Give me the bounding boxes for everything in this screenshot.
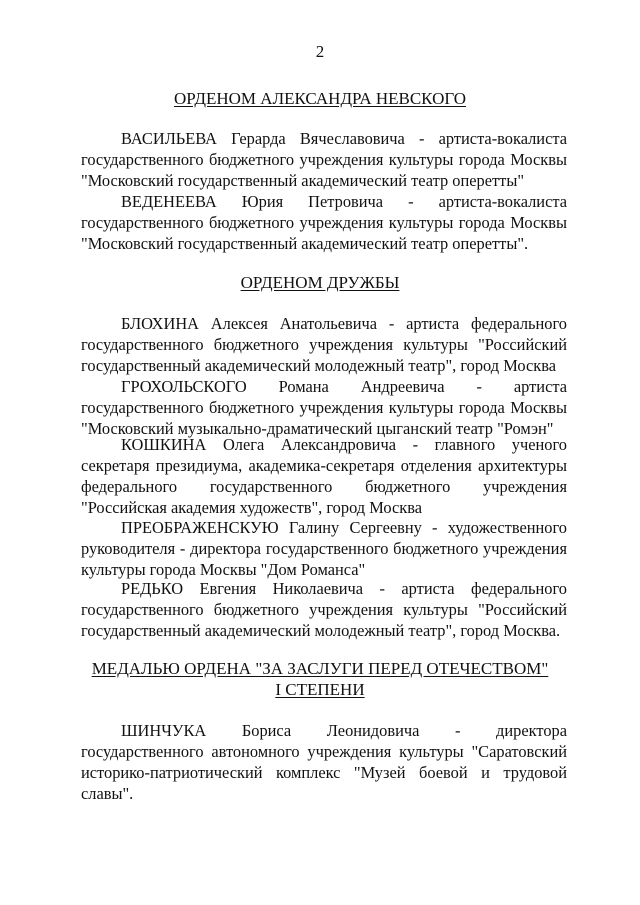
heading-line-2: I СТЕПЕНИ <box>275 680 365 699</box>
section-heading-medal-order-merit <box>0 658 640 700</box>
section-heading-order-friendship <box>0 272 640 293</box>
page-number: 2 <box>315 42 325 61</box>
award-entry-blokhina: БЛОХИНА Алексея Анатольевича - артиста федерального государственного бюджетного учреждения культуры "Российский государственный академический молодежный театр", город Москва <box>81 314 567 375</box>
heading-line: ОРДЕНОМ АЛЕКСАНДРА НЕВСКОГО <box>173 89 467 108</box>
award-entry-koshkina: КОШКИНА Олега Александровича - главного ученого секретаря президиума, академика-секретаря отделения архитектуры федерального государственного бюджетного учреждения "Российская академия художеств", город Москва <box>81 435 567 517</box>
award-entry-vasilyeva: ВАСИЛЬЕВА Герарда Вячеславовича - артиста-вокалиста государственного бюджетного учреждения культуры города Москвы "Московский государственный академический театр оперетты" <box>81 129 567 190</box>
heading-line: ОРДЕНОМ ДРУЖБЫ <box>240 273 400 292</box>
award-entry-redko: РЕДЬКО Евгения Николаевича - артиста федерального государственного бюджетного учреждения культуры "Российский государственный академический молодежный театр", город Москва. <box>81 579 567 640</box>
section-heading-order-alexander-nevsky <box>0 88 640 109</box>
heading-line-1: МЕДАЛЬЮ ОРДЕНА "ЗА ЗАСЛУГИ ПЕРЕД ОТЕЧЕСТВОМ" <box>91 659 549 678</box>
award-entry-shinchuka: ШИНЧУКА Бориса Леонидовича - директора государственного автономного учреждения культуры "Саратовский историко-патриотический комплекс "Музей боевой и трудовой славы". <box>81 721 567 803</box>
award-entry-preobrazhenskuyu: ПРЕОБРАЖЕНСКУЮ Галину Сергеевну - художественного руководителя - директора государственного бюджетного учреждения культуры города Москвы "Дом Романса" <box>81 518 567 579</box>
award-entry-vedeneeva: ВЕДЕНЕЕВА Юрия Петровича - артиста-вокалиста государственного бюджетного учреждения культуры города Москвы "Московский государственный академический театр оперетты". <box>81 192 567 253</box>
award-entry-grokholskogo: ГРОХОЛЬСКОГО Романа Андреевича - артиста государственного бюджетного учреждения культуры города Москвы "Московский музыкально-драматический цыганский театр "Ромэн" <box>81 377 567 438</box>
